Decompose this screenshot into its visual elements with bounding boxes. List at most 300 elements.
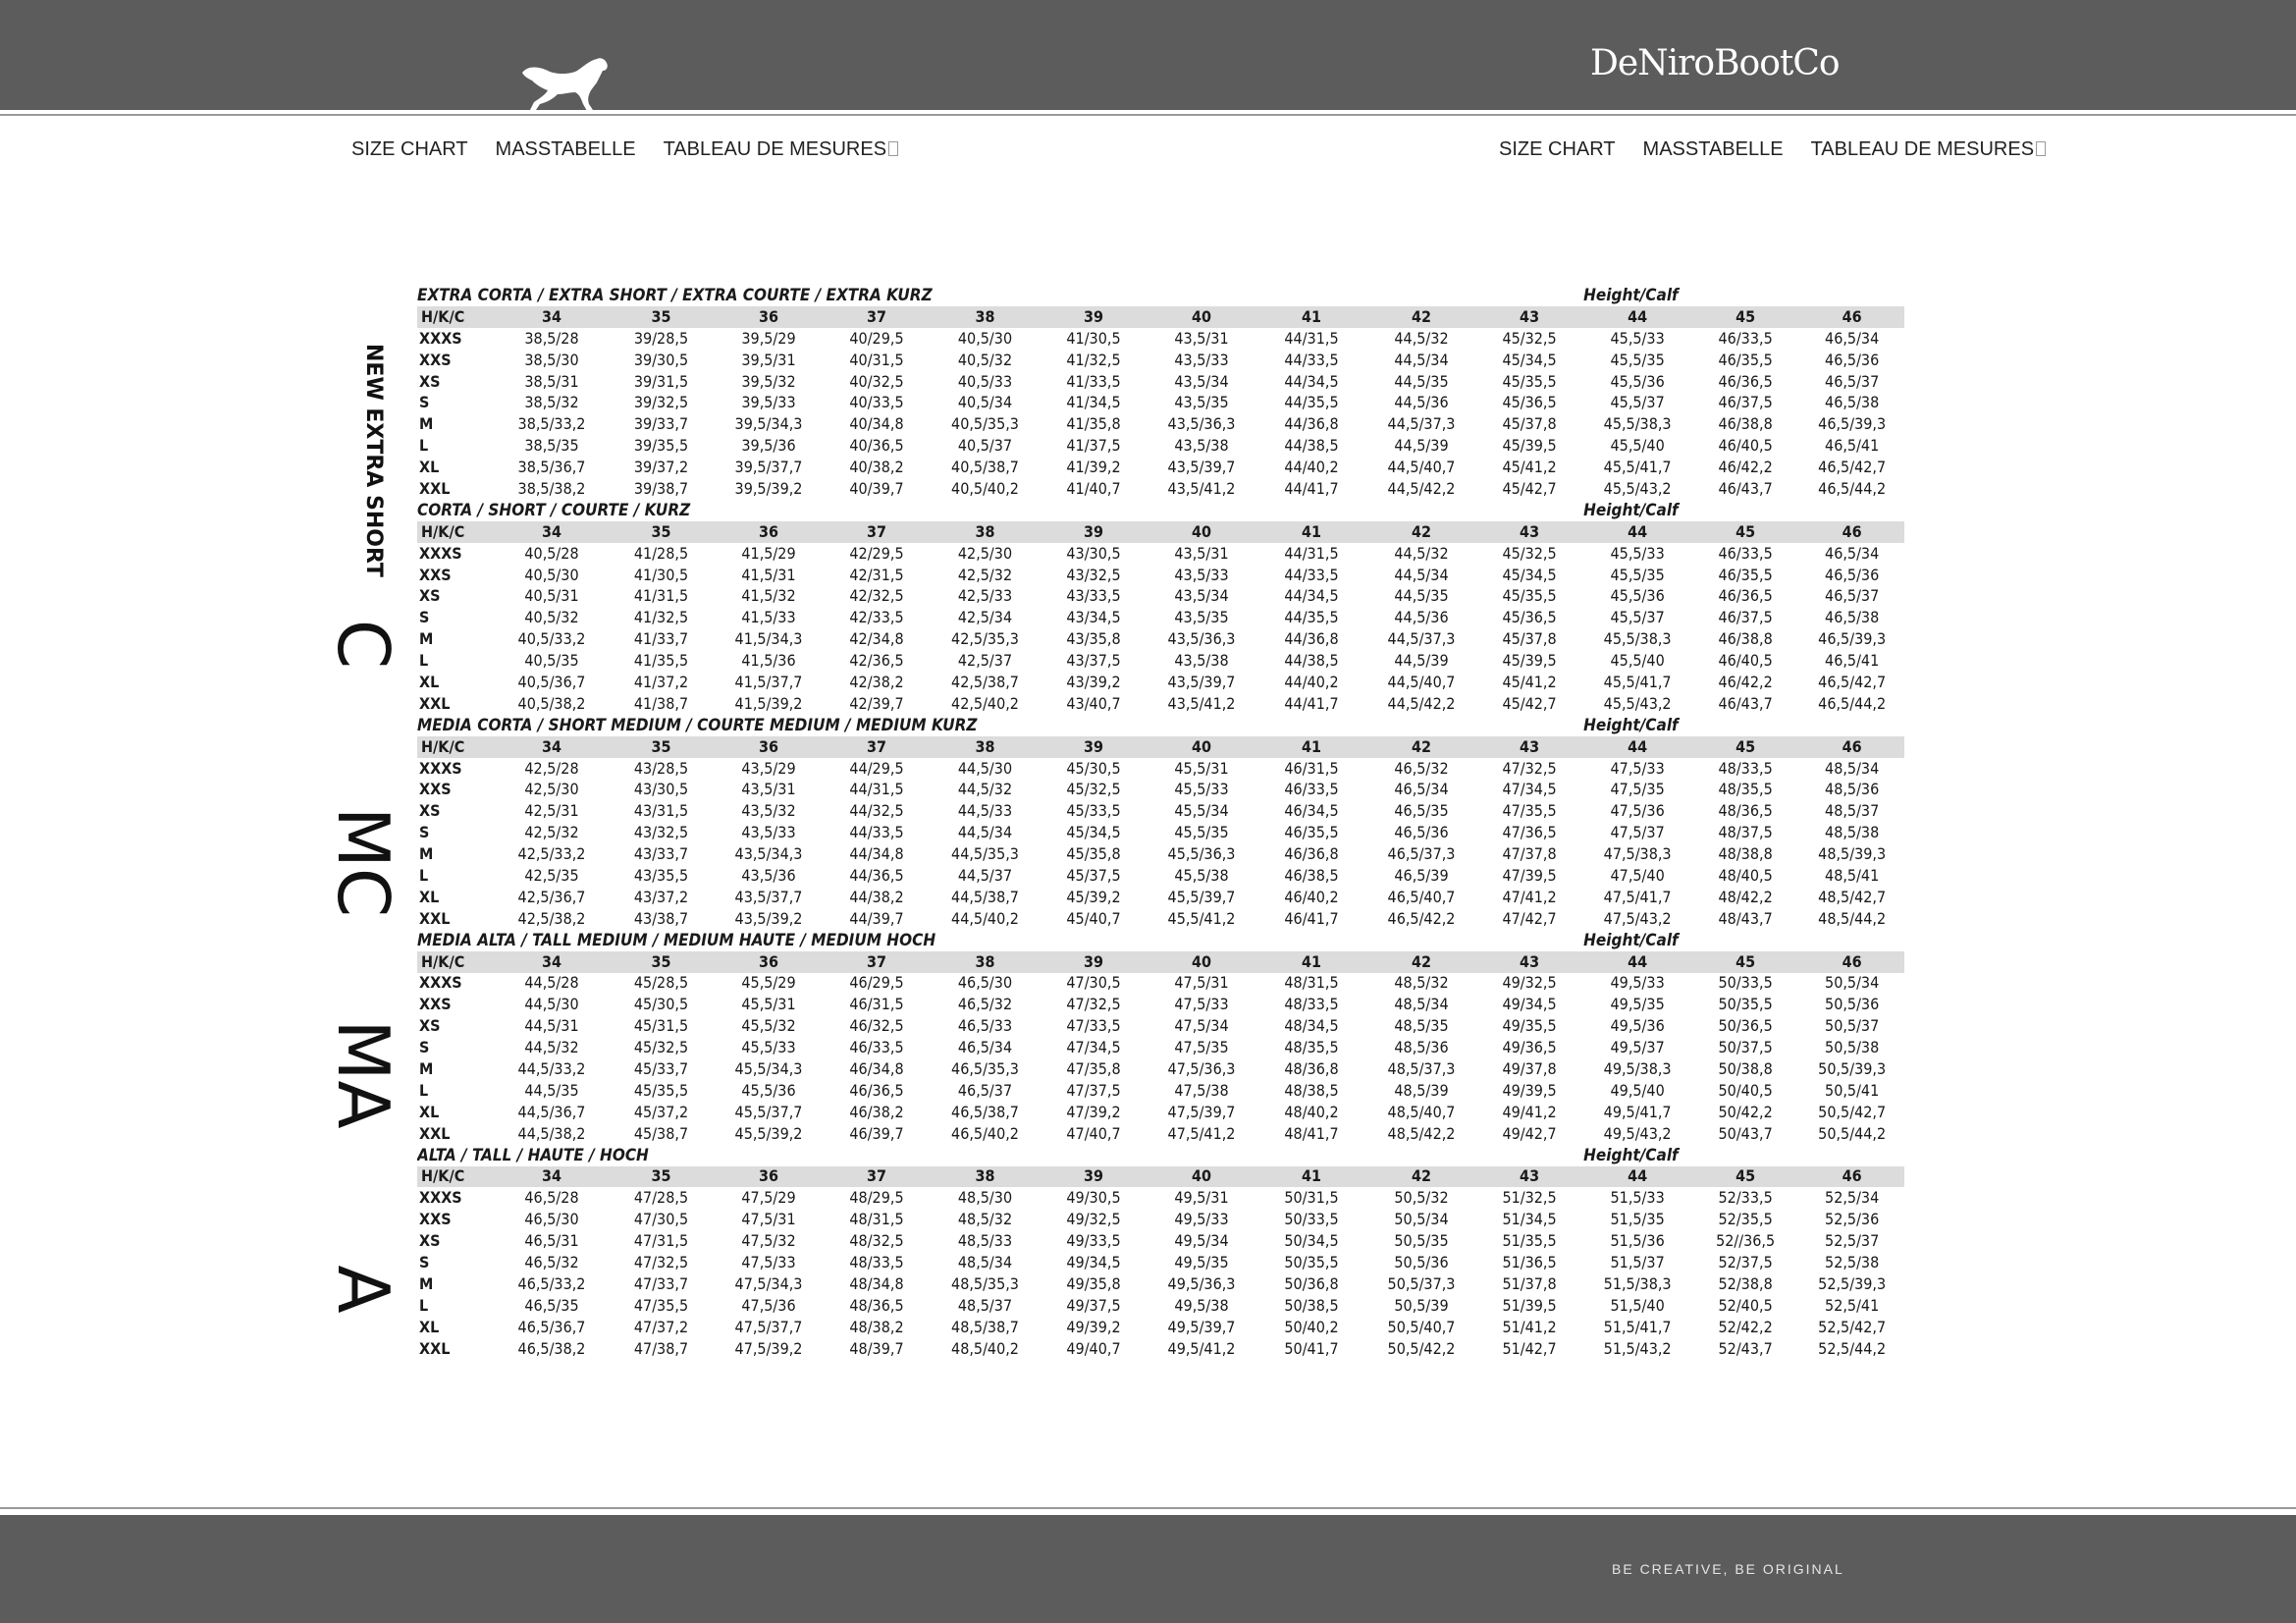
measurement-cell: 50/35,5 [1718, 995, 1773, 1014]
header-size-42: 42 [1367, 736, 1475, 758]
header-row [417, 951, 1904, 973]
measurement-cell: 45/33,7 [633, 1059, 689, 1078]
header-size-42: 42 [1367, 306, 1475, 328]
measurement-cell: 50,5/37,3 [1387, 1273, 1456, 1293]
size-label: XXS [419, 780, 452, 799]
measurement-cell: 44/33,5 [849, 823, 904, 842]
measurement-cell: 48/36,8 [1284, 1059, 1339, 1078]
table-row [417, 887, 1904, 908]
measurement-cell: 43/30,5 [633, 780, 689, 799]
measurement-cell: 52,5/44,2 [1818, 1338, 1887, 1358]
table-row [417, 822, 1904, 843]
measurement-cell: 42,5/32 [957, 565, 1013, 584]
measurement-cell: 45/39,5 [1502, 436, 1557, 456]
measurement-cell: 42/33,5 [849, 608, 904, 627]
measurement-cell: 43,5/38 [1174, 436, 1229, 456]
table-row [417, 628, 1904, 650]
measurement-cell: 44,5/28 [524, 973, 579, 993]
header-size-40: 40 [1148, 306, 1255, 328]
table-row [417, 328, 1904, 350]
measurement-cell: 51/41,2 [1502, 1317, 1557, 1336]
measurement-cell: 43,5/36,3 [1167, 414, 1236, 434]
measurement-cell: 39/28,5 [633, 328, 689, 348]
measurement-cell: 40/36,5 [849, 436, 904, 456]
size-label: XXL [419, 908, 451, 928]
measurement-cell: 51/36,5 [1502, 1253, 1557, 1272]
header-size-44: 44 [1583, 306, 1691, 328]
measurement-cell: 39/35,5 [633, 436, 689, 456]
header-size-45: 45 [1691, 521, 1799, 543]
measurement-cell: 50,5/44,2 [1818, 1123, 1887, 1143]
header-size-46: 46 [1799, 1166, 1904, 1188]
measurement-cell: 40/38,2 [849, 458, 904, 477]
measurement-cell: 46/31,5 [1284, 758, 1339, 778]
measurement-cell: 41/34,5 [1066, 393, 1121, 412]
measurement-cell: 50,5/41 [1825, 1080, 1880, 1100]
measurement-cell: 47/39,2 [1066, 1102, 1121, 1121]
measurement-cell: 41/32,5 [1066, 350, 1121, 369]
measurement-cell: 44/32,5 [849, 801, 904, 821]
measurement-cell: 48,5/33 [957, 1231, 1013, 1251]
measurement-cell: 46/37,5 [1718, 608, 1773, 627]
measurement-cell: 44,5/40,7 [1387, 458, 1456, 477]
table-row [417, 543, 1904, 565]
measurement-cell: 44/40,2 [1284, 458, 1339, 477]
measurement-cell: 47/30,5 [1066, 973, 1121, 993]
footer-bar [0, 1515, 2296, 1623]
measurement-cell: 49/35,8 [1066, 1273, 1121, 1293]
measurement-cell: 49,5/38,3 [1603, 1059, 1672, 1078]
measurement-cell: 45/34,5 [1502, 350, 1557, 369]
measurement-cell: 44/33,5 [1284, 565, 1339, 584]
measurement-cell: 49,5/41,7 [1603, 1102, 1672, 1121]
header-hkc: H/K/C [417, 951, 496, 973]
measurement-cell: 46/41,7 [1284, 908, 1339, 928]
measurement-cell: 46/34,5 [1284, 801, 1339, 821]
measurement-cell: 46,5/37,3 [1387, 844, 1456, 864]
measurement-cell: 44/29,5 [849, 758, 904, 778]
measurement-cell: 42/31,5 [849, 565, 904, 584]
measurement-cell: 47,5/38,3 [1603, 844, 1672, 864]
table-row [417, 650, 1904, 672]
table-row [417, 413, 1904, 435]
measurement-cell: 47/37,8 [1502, 844, 1557, 864]
measurement-cell: 42,5/40,2 [951, 693, 1019, 713]
header-size-42: 42 [1367, 951, 1475, 973]
measurement-cell: 52,5/42,7 [1818, 1317, 1887, 1336]
measurement-cell: 44,5/42,2 [1387, 693, 1456, 713]
measurement-cell: 39/38,7 [633, 478, 689, 498]
measurement-cell: 48/39,7 [849, 1338, 904, 1358]
section-title-row [417, 715, 1904, 736]
header-size-39: 39 [1040, 736, 1148, 758]
measurement-cell: 43,5/39,2 [734, 908, 803, 928]
measurement-cell: 46,5/42,7 [1818, 458, 1887, 477]
header-size-41: 41 [1255, 736, 1367, 758]
measurement-cell: 45,5/38,3 [1603, 629, 1672, 649]
measurement-cell: 47/39,5 [1502, 865, 1557, 885]
measurement-cell: 49,5/34 [1174, 1231, 1229, 1251]
measurement-cell: 50,5/42,2 [1387, 1338, 1456, 1358]
measurement-cell: 41/30,5 [1066, 328, 1121, 348]
measurement-cell: 43,5/39,7 [1167, 672, 1236, 691]
measurement-cell: 49,5/43,2 [1603, 1123, 1672, 1143]
section-title: ALTA / TALL / HAUTE / HOCH [417, 1145, 649, 1165]
measurement-cell: 46,5/37 [1825, 586, 1880, 606]
measurement-cell: 50,5/34 [1394, 1210, 1449, 1229]
measurement-cell: 52,5/38 [1825, 1253, 1880, 1272]
size-label: XL [419, 1102, 440, 1121]
measurement-cell: 44,5/31 [524, 1016, 579, 1036]
measurement-cell: 44/31,5 [1284, 328, 1339, 348]
measurement-cell: 46/38,8 [1718, 629, 1773, 649]
measurement-cell: 44,5/32 [1394, 328, 1449, 348]
measurement-cell: 47,5/39,2 [734, 1338, 803, 1358]
measurement-cell: 44/34,5 [1284, 586, 1339, 606]
measurement-cell: 45/41,2 [1502, 458, 1557, 477]
measurement-cell: 45,5/31 [741, 995, 796, 1014]
measurement-cell: 38,5/32 [524, 393, 579, 412]
measurement-cell: 46/29,5 [849, 973, 904, 993]
measurement-cell: 46,5/33 [957, 1016, 1013, 1036]
measurement-cell: 39,5/34,3 [734, 414, 803, 434]
measurement-cell: 43/33,5 [1066, 586, 1121, 606]
measurement-cell: 48/32,5 [849, 1231, 904, 1251]
section-label-a: A [322, 1265, 404, 1314]
measurement-cell: 51/32,5 [1502, 1188, 1557, 1208]
measurement-cell: 45,5/36,3 [1167, 844, 1236, 864]
measurement-cell: 47/32,5 [1066, 995, 1121, 1014]
measurement-cell: 40,5/38,2 [517, 693, 586, 713]
measurement-cell: 46/31,5 [849, 995, 904, 1014]
measurement-cell: 45,5/37 [1610, 608, 1665, 627]
measurement-cell: 40,5/38,7 [951, 458, 1019, 477]
measurement-cell: 46,5/38 [1825, 608, 1880, 627]
header-size-43: 43 [1475, 1166, 1583, 1188]
table-row [417, 478, 1904, 500]
measurement-cell: 46,5/37 [1825, 371, 1880, 391]
measurement-cell: 43/31,5 [633, 801, 689, 821]
measurement-cell: 43,5/33 [1174, 350, 1229, 369]
measurement-cell: 43/39,2 [1066, 672, 1121, 691]
measurement-cell: 49/40,7 [1066, 1338, 1121, 1358]
table-row [417, 1230, 1904, 1252]
nav-left [351, 138, 898, 161]
measurement-cell: 40,5/28 [524, 543, 579, 563]
measurement-cell: 45/32,5 [1066, 780, 1121, 799]
measurement-cell: 46,5/32 [957, 995, 1013, 1014]
measurement-cell: 46,5/38,7 [951, 1102, 1019, 1121]
measurement-cell: 47/30,5 [633, 1210, 689, 1229]
measurement-cell: 49/34,5 [1502, 995, 1557, 1014]
header-size-38: 38 [931, 306, 1040, 328]
measurement-cell: 45,5/40 [1610, 436, 1665, 456]
measurement-cell: 44,5/38,7 [951, 887, 1019, 906]
measurement-cell: 45,5/35 [1610, 350, 1665, 369]
measurement-cell: 48,5/37,3 [1387, 1059, 1456, 1078]
header-size-40: 40 [1148, 951, 1255, 973]
measurement-cell: 48,5/42,2 [1387, 1123, 1456, 1143]
header-size-45: 45 [1691, 306, 1799, 328]
header-size-46: 46 [1799, 951, 1904, 973]
measurement-cell: 48,5/37 [1825, 801, 1880, 821]
measurement-cell: 47,5/31 [741, 1210, 796, 1229]
measurement-cell: 48,5/35,3 [951, 1273, 1019, 1293]
measurement-cell: 41/38,7 [633, 693, 689, 713]
header-size-35: 35 [608, 951, 715, 973]
measurement-cell: 51/42,7 [1502, 1338, 1557, 1358]
measurement-cell: 50/43,7 [1718, 1123, 1773, 1143]
size-label: XXS [419, 995, 452, 1014]
section-title: MEDIA CORTA / SHORT MEDIUM / COURTE MEDIUM / MEDIUM KURZ [417, 715, 978, 735]
measurement-cell: 47,5/33 [1610, 758, 1665, 778]
measurement-cell: 43,5/35 [1174, 608, 1229, 627]
measurement-cell: 43/38,7 [633, 908, 689, 928]
size-label: M [419, 629, 434, 649]
header-size-41: 41 [1255, 306, 1367, 328]
measurement-cell: 45/35,5 [1502, 586, 1557, 606]
measurement-cell: 40,5/37 [957, 436, 1013, 456]
measurement-cell: 45/32,5 [633, 1038, 689, 1057]
measurement-cell: 46,5/32 [524, 1253, 579, 1272]
size-label: M [419, 1059, 434, 1078]
height-calf-label: Height/Calf [1583, 285, 1679, 305]
measurement-cell: 43,5/41,2 [1167, 478, 1236, 498]
nav-tableau-de-mesures: TABLEAU DE MESURES [664, 138, 898, 161]
measurement-cell: 40/32,5 [849, 371, 904, 391]
measurement-cell: 50,5/42,7 [1818, 1102, 1887, 1121]
header-row [417, 1166, 1904, 1188]
measurement-cell: 42/34,8 [849, 629, 904, 649]
header-size-41: 41 [1255, 951, 1367, 973]
measurement-cell: 44,5/42,2 [1387, 478, 1456, 498]
measurement-cell: 48/33,5 [1284, 995, 1339, 1014]
measurement-cell: 47/36,5 [1502, 823, 1557, 842]
measurement-cell: 50/40,2 [1284, 1317, 1339, 1336]
measurement-cell: 38,5/28 [524, 328, 579, 348]
measurement-cell: 47,5/41,2 [1167, 1123, 1236, 1143]
measurement-cell: 46/39,7 [849, 1123, 904, 1143]
measurement-cell: 48,5/34 [957, 1253, 1013, 1272]
measurement-cell: 42,5/35,3 [951, 629, 1019, 649]
measurement-cell: 45/31,5 [633, 1016, 689, 1036]
measurement-cell: 47/37,2 [633, 1317, 689, 1336]
section-label-mc: MC [322, 806, 404, 918]
measurement-cell: 50/36,5 [1718, 1016, 1773, 1036]
measurement-cell: 43/35,8 [1066, 629, 1121, 649]
header-size-35: 35 [608, 1166, 715, 1188]
measurement-cell: 46,5/42,7 [1818, 672, 1887, 691]
measurement-cell: 45,5/35 [1610, 565, 1665, 584]
size-label: XL [419, 887, 440, 906]
measurement-cell: 45,5/41,7 [1603, 458, 1672, 477]
measurement-cell: 45,5/40 [1610, 651, 1665, 671]
size-label: XXXS [419, 758, 462, 778]
measurement-cell: 46,5/34 [1825, 328, 1880, 348]
measurement-cell: 52/43,7 [1718, 1338, 1773, 1358]
measurement-cell: 44,5/35 [1394, 586, 1449, 606]
measurement-cell: 49/39,2 [1066, 1317, 1121, 1336]
measurement-cell: 47,5/35 [1610, 780, 1665, 799]
measurement-cell: 48/35,5 [1718, 780, 1773, 799]
measurement-cell: 44/34,8 [849, 844, 904, 864]
measurement-cell: 48/33,5 [849, 1253, 904, 1272]
measurement-cell: 52,5/37 [1825, 1231, 1880, 1251]
measurement-cell: 44,5/33,2 [517, 1059, 586, 1078]
measurement-cell: 49/42,7 [1502, 1123, 1557, 1143]
measurement-cell: 45,5/39,2 [734, 1123, 803, 1143]
table-row [417, 1209, 1904, 1230]
measurement-cell: 49/41,2 [1502, 1102, 1557, 1121]
measurement-cell: 47/28,5 [633, 1188, 689, 1208]
measurement-cell: 47,5/41,7 [1603, 887, 1672, 906]
measurement-cell: 52,5/39,3 [1818, 1273, 1887, 1293]
horse-icon [518, 55, 613, 114]
measurement-cell: 44,5/30 [957, 758, 1013, 778]
header-size-40: 40 [1148, 1166, 1255, 1188]
measurement-cell: 44,5/32 [524, 1038, 579, 1057]
measurement-cell: 41,5/32 [741, 586, 796, 606]
measurement-cell: 48,5/34 [1394, 995, 1449, 1014]
nav-right [1499, 138, 2046, 161]
measurement-cell: 46,5/39 [1394, 865, 1449, 885]
measurement-cell: 48/31,5 [1284, 973, 1339, 993]
measurement-cell: 46/40,5 [1718, 651, 1773, 671]
measurement-cell: 49,5/39,7 [1167, 1317, 1236, 1336]
measurement-cell: 43,5/31 [1174, 328, 1229, 348]
size-label: XS [419, 371, 441, 391]
measurement-cell: 47,5/38 [1174, 1080, 1229, 1100]
measurement-cell: 43,5/31 [1174, 543, 1229, 563]
header-size-34: 34 [496, 306, 608, 328]
measurement-cell: 46,5/35,3 [951, 1059, 1019, 1078]
measurement-cell: 50,5/38 [1825, 1038, 1880, 1057]
measurement-cell: 41,5/33 [741, 608, 796, 627]
measurement-cell: 46/38,5 [1284, 865, 1339, 885]
measurement-cell: 52/35,5 [1718, 1210, 1773, 1229]
measurement-cell: 48,5/42,7 [1818, 887, 1887, 906]
measurement-cell: 47/35,5 [1502, 801, 1557, 821]
measurement-cell: 46,5/28 [524, 1188, 579, 1208]
nav-masstabelle: MASSTABELLE [495, 138, 636, 160]
size-label: XXL [419, 478, 451, 498]
measurement-cell: 46/36,5 [1718, 586, 1773, 606]
measurement-cell: 46/38,2 [849, 1102, 904, 1121]
measurement-cell: 40,5/31 [524, 586, 579, 606]
measurement-cell: 47,5/36,3 [1167, 1059, 1236, 1078]
measurement-cell: 46,5/44,2 [1818, 478, 1887, 498]
table-row [417, 1252, 1904, 1273]
measurement-cell: 43,5/36 [741, 865, 796, 885]
measurement-cell: 50/38,8 [1718, 1059, 1773, 1078]
measurement-cell: 42,5/38,2 [517, 908, 586, 928]
measurement-cell: 40,5/30 [524, 565, 579, 584]
measurement-cell: 45,5/34,3 [734, 1059, 803, 1078]
measurement-cell: 45/30,5 [633, 995, 689, 1014]
measurement-cell: 47/32,5 [1502, 758, 1557, 778]
measurement-cell: 40,5/35,3 [951, 414, 1019, 434]
measurement-cell: 44,5/34 [1394, 565, 1449, 584]
header-size-42: 42 [1367, 1166, 1475, 1188]
measurement-cell: 40,5/36,7 [517, 672, 586, 691]
measurement-cell: 48/35,5 [1284, 1038, 1339, 1057]
measurement-cell: 45,5/43,2 [1603, 693, 1672, 713]
header-size-38: 38 [931, 521, 1040, 543]
header-size-36: 36 [715, 306, 823, 328]
measurement-cell: 46,5/38 [1825, 393, 1880, 412]
measurement-cell: 44,5/35,3 [951, 844, 1019, 864]
measurement-cell: 47/32,5 [633, 1253, 689, 1272]
measurement-cell: 43/32,5 [1066, 565, 1121, 584]
measurement-cell: 47/34,5 [1066, 1038, 1121, 1057]
header-size-37: 37 [823, 521, 931, 543]
measurement-cell: 48,5/36 [1394, 1038, 1449, 1057]
size-label: M [419, 844, 434, 864]
measurement-cell: 50/36,8 [1284, 1273, 1339, 1293]
table-row [417, 607, 1904, 628]
measurement-cell: 50/42,2 [1718, 1102, 1773, 1121]
header-size-44: 44 [1583, 736, 1691, 758]
measurement-cell: 47,5/34 [1174, 1016, 1229, 1036]
header-size-39: 39 [1040, 951, 1148, 973]
measurement-cell: 42,5/28 [524, 758, 579, 778]
header-size-41: 41 [1255, 521, 1367, 543]
measurement-cell: 46/36,5 [849, 1080, 904, 1100]
measurement-cell: 50/31,5 [1284, 1188, 1339, 1208]
measurement-cell: 48,5/37 [957, 1295, 1013, 1315]
section-title: CORTA / SHORT / COURTE / KURZ [417, 500, 691, 520]
header-size-35: 35 [608, 306, 715, 328]
measurement-cell: 41/35,5 [633, 651, 689, 671]
measurement-cell: 49/32,5 [1502, 973, 1557, 993]
measurement-cell: 46,5/35 [524, 1295, 579, 1315]
measurement-cell: 48/31,5 [849, 1210, 904, 1229]
size-label: XS [419, 1231, 441, 1251]
header-size-43: 43 [1475, 951, 1583, 973]
measurement-cell: 46/40,5 [1718, 436, 1773, 456]
measurement-cell: 43,5/33 [1174, 565, 1229, 584]
measurement-cell: 39,5/37,7 [734, 458, 803, 477]
measurement-cell: 46/37,5 [1718, 393, 1773, 412]
table-row [417, 1058, 1904, 1080]
measurement-cell: 40,5/33,2 [517, 629, 586, 649]
measurement-cell: 48,5/34 [1825, 758, 1880, 778]
measurement-cell: 47,5/37 [1610, 823, 1665, 842]
table-row [417, 435, 1904, 457]
size-label: XXL [419, 693, 451, 713]
measurement-cell: 43,5/31 [741, 780, 796, 799]
table-row [417, 1123, 1904, 1145]
table-row [417, 457, 1904, 478]
measurement-cell: 45,5/35 [1174, 823, 1229, 842]
header-size-45: 45 [1691, 951, 1799, 973]
header-size-43: 43 [1475, 521, 1583, 543]
measurement-cell: 46,5/42,2 [1387, 908, 1456, 928]
header-size-46: 46 [1799, 306, 1904, 328]
header-size-39: 39 [1040, 1166, 1148, 1188]
measurement-cell: 44/31,5 [1284, 543, 1339, 563]
measurement-cell: 45,5/37,7 [734, 1102, 803, 1121]
measurement-cell: 40,5/40,2 [951, 478, 1019, 498]
measurement-cell: 48,5/36 [1825, 780, 1880, 799]
measurement-cell: 49,5/41,2 [1167, 1338, 1236, 1358]
measurement-cell: 41/40,7 [1066, 478, 1121, 498]
measurement-cell: 48,5/38,7 [951, 1317, 1019, 1336]
measurement-cell: 51,5/43,2 [1603, 1338, 1672, 1358]
measurement-cell: 46,5/41 [1825, 651, 1880, 671]
measurement-cell: 51/39,5 [1502, 1295, 1557, 1315]
measurement-cell: 40/34,8 [849, 414, 904, 434]
